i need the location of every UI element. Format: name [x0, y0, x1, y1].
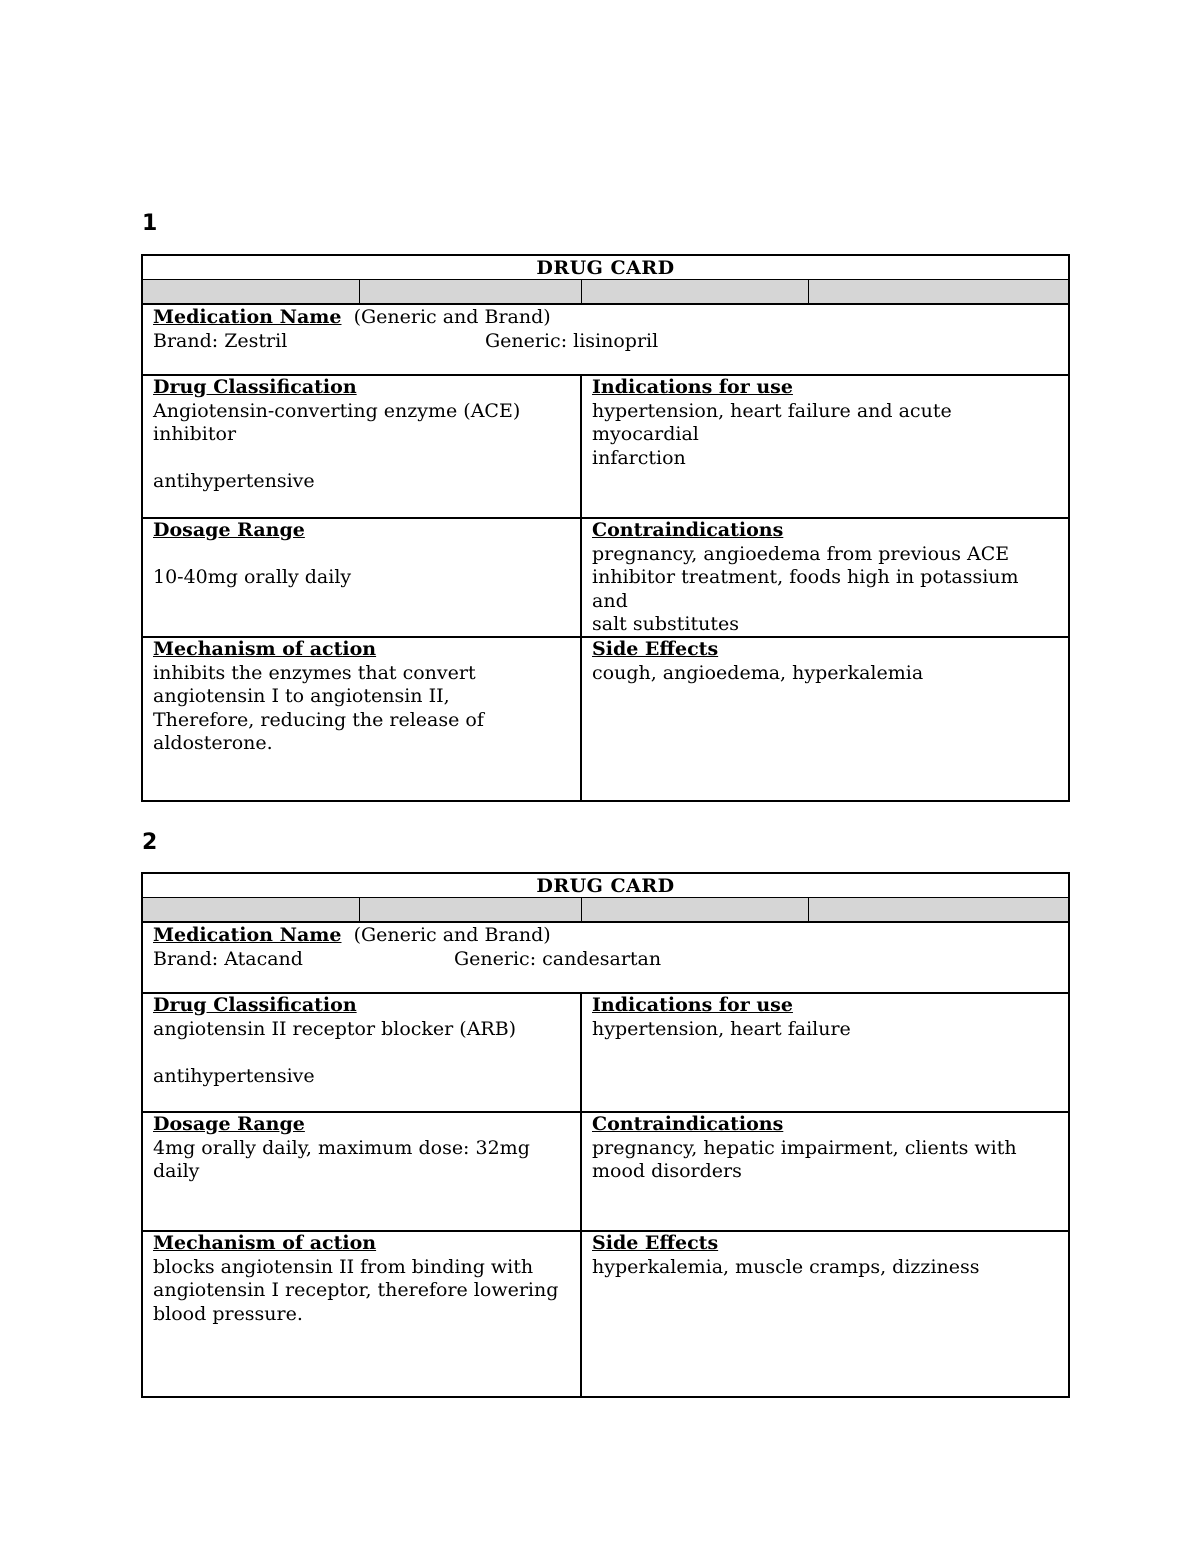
drug-classification-line: angiotensin II receptor blocker (ARB) [153, 1017, 517, 1040]
dosage-range-line: 4mg orally daily, maximum dose: 32mg [153, 1136, 530, 1159]
medication-name-section [143, 923, 1068, 994]
grey-cell [582, 280, 809, 303]
indications-line: hypertension, heart failure [592, 1017, 851, 1040]
mechanism-line: angiotensin I receptor, therefore lowering [153, 1279, 559, 1301]
grey-cell [809, 280, 1068, 303]
dosage-range-line [153, 543, 570, 567]
drug-classification-cell [143, 376, 582, 517]
drug-card-2 [141, 872, 1070, 1398]
mechanism-label: Mechanism of action [153, 638, 377, 660]
side-effects-label: Side Effects [592, 638, 719, 660]
brand-name: Brand: Atacand [153, 948, 303, 970]
grey-cell [360, 898, 582, 921]
dosage-range-cell [143, 519, 582, 636]
medication-name-label: Medication Name [153, 306, 342, 328]
medication-name-note: (Generic and Brand) [353, 306, 551, 328]
contraindications-line: salt substitutes [592, 613, 739, 635]
grey-cell [143, 898, 360, 921]
side-effects-line: cough, angioedema, hyperkalemia [592, 661, 924, 684]
indications-line: infarction [592, 446, 686, 469]
dosage-range-label: Dosage Range [153, 1113, 305, 1135]
medication-name-note: (Generic and Brand) [353, 924, 551, 946]
contraindications-cell [582, 1113, 1068, 1230]
drug-classification-cell [143, 994, 582, 1111]
mechanism-line: angiotensin I to angiotensin II, [153, 685, 450, 707]
generic-name: Generic: lisinopril [485, 330, 659, 352]
contraindications-line: inhibitor treatment, foods high in potassium and [592, 566, 1025, 612]
drug-classification-line: inhibitor [153, 423, 237, 445]
grey-header-row [143, 898, 1068, 923]
dosage-contraindications-row [143, 1113, 1068, 1232]
indications-line: hypertension, heart failure and acute myocardial [592, 399, 958, 445]
grey-cell [360, 280, 582, 303]
mechanism-line: blood pressure. [153, 1302, 303, 1325]
classification-indications-row [143, 994, 1068, 1113]
dosage-range-line: 10-40mg orally daily [153, 566, 352, 588]
contraindications-label: Contraindications [592, 519, 784, 541]
card-number-2: 2 [142, 830, 158, 855]
dosage-range-cell [143, 1113, 582, 1230]
grey-cell [582, 898, 809, 921]
drug-classification-line: antihypertensive [153, 470, 315, 492]
card-title: DRUG CARD [143, 256, 1068, 280]
grey-header-row [143, 280, 1068, 305]
drug-classification-line [153, 1041, 570, 1065]
drug-card-1 [141, 254, 1070, 802]
drug-classification-label: Drug Classification [153, 994, 357, 1016]
indications-label: Indications for use [592, 376, 793, 398]
contraindications-cell [582, 519, 1068, 636]
generic-name: Generic: candesartan [454, 948, 662, 970]
side-effects-cell [582, 1232, 1068, 1396]
card-title: DRUG CARD [143, 874, 1068, 898]
indications-cell [582, 376, 1068, 517]
side-effects-line: hyperkalemia, muscle cramps, dizziness [592, 1255, 980, 1278]
mechanism-side-effects-row [143, 1232, 1068, 1396]
mechanism-side-effects-row [143, 638, 1068, 800]
medication-name-section [143, 305, 1068, 376]
brand-name: Brand: Zestril [153, 330, 288, 352]
drug-classification-line: antihypertensive [153, 1064, 315, 1087]
card-number-1: 1 [142, 211, 158, 236]
grey-cell [143, 280, 360, 303]
drug-classification-label: Drug Classification [153, 376, 357, 398]
contraindications-label: Contraindications [592, 1113, 784, 1135]
mechanism-cell [143, 638, 582, 800]
medication-name-label: Medication Name [153, 924, 342, 946]
contraindications-line: pregnancy, hepatic impairment, clients with [592, 1136, 1017, 1159]
indications-label: Indications for use [592, 994, 793, 1016]
drug-classification-line [153, 447, 570, 471]
contraindications-line: mood disorders [592, 1160, 742, 1182]
dosage-range-label: Dosage Range [153, 519, 305, 541]
indications-cell [582, 994, 1068, 1111]
mechanism-label: Mechanism of action [153, 1232, 377, 1254]
mechanism-line: inhibits the enzymes that convert [153, 661, 476, 684]
mechanism-line: aldosterone. [153, 732, 273, 754]
mechanism-line: blocks angiotensin II from binding with [153, 1255, 534, 1278]
contraindications-line: pregnancy, angioedema from previous ACE [592, 542, 1010, 565]
dosage-range-line: daily [153, 1160, 200, 1182]
grey-cell [809, 898, 1068, 921]
side-effects-cell [582, 638, 1068, 800]
side-effects-label: Side Effects [592, 1232, 719, 1254]
drug-classification-line: Angiotensin-converting enzyme (ACE) [153, 399, 521, 422]
dosage-contraindications-row [143, 519, 1068, 638]
classification-indications-row [143, 376, 1068, 519]
mechanism-cell [143, 1232, 582, 1396]
mechanism-line: Therefore, reducing the release of [153, 708, 484, 731]
